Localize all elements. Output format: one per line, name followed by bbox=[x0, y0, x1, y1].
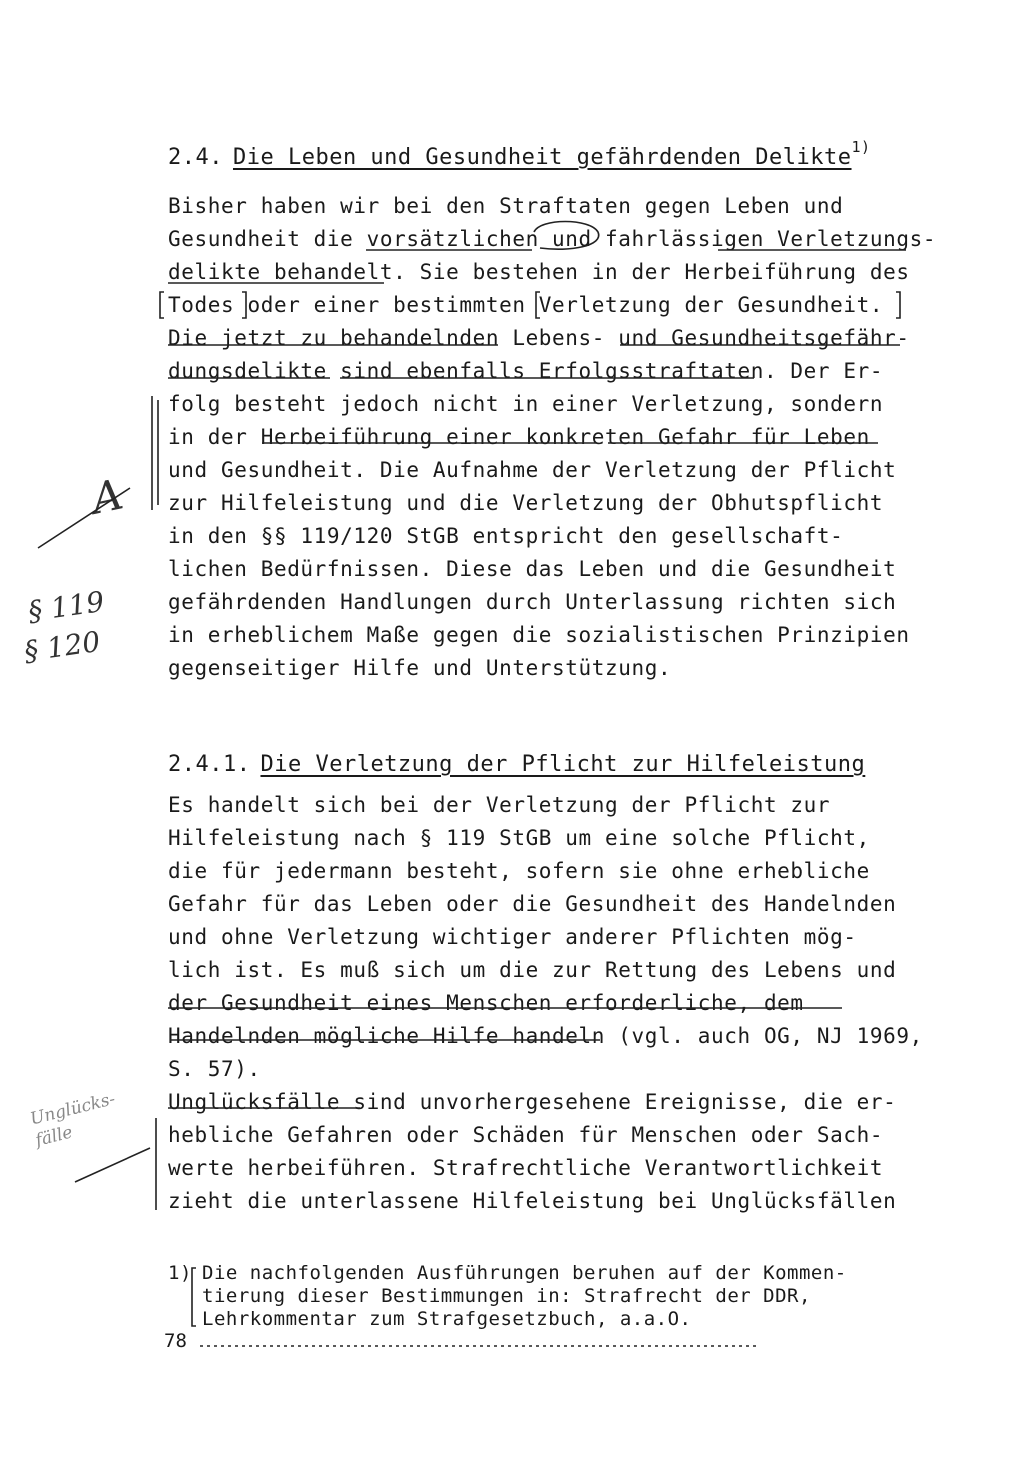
text-line: lich ist. Es muß sich um die zur Rettung des Lebens und bbox=[168, 958, 897, 982]
bracket-mark bbox=[242, 292, 246, 318]
text-line: die für jedermann besteht, sofern sie ohne erhebliche bbox=[168, 859, 870, 883]
text-line: lichen Bedürfnissen. Diese das Leben und die Gesundheit bbox=[168, 557, 897, 581]
text-line: in den §§ 119/120 StGB entspricht den gesellschaft- bbox=[168, 524, 844, 548]
section-title: Die Leben und Gesundheit gefährdenden Delikte bbox=[232, 145, 852, 170]
bracket-mark bbox=[160, 292, 164, 318]
margin-note-119: § 119 bbox=[26, 584, 107, 629]
text-line: gefährdenden Handlungen durch Unterlassung richten sich bbox=[168, 590, 897, 614]
section-title: Die Verletzung der Pflicht zur Hilfeleistung bbox=[260, 752, 866, 777]
text-line: S. 57). bbox=[168, 1057, 261, 1081]
text-line: und Gesundheit. Die Aufnahme der Verletzung der Pflicht bbox=[168, 458, 897, 482]
arrow-mark bbox=[75, 1148, 150, 1182]
margin-note-a: A bbox=[87, 469, 128, 524]
text-line: Gefahr für das Leben oder die Gesundheit des Handelnden bbox=[168, 892, 897, 916]
footnote-mark: 1) bbox=[168, 1262, 192, 1284]
text-line: Unglücksfälle sind unvorhergesehene Ereignisse, die er- bbox=[168, 1090, 897, 1114]
text-line: delikte behandelt. Sie bestehen in der Herbeiführung des bbox=[168, 260, 910, 284]
text-line: zur Hilfeleistung und die Verletzung der Obhutspflicht bbox=[168, 491, 884, 515]
bracket-mark bbox=[896, 292, 900, 318]
footnote-line: Die nachfolgenden Ausführungen beruhen auf der Kommen- bbox=[202, 1262, 847, 1284]
margin-note-120: § 120 bbox=[22, 624, 103, 669]
footnote-line: Lehrkommentar zum Strafgesetzbuch, a.a.O. bbox=[202, 1308, 692, 1330]
text-line: in erheblichem Maße gegen die sozialistischen Prinzipien bbox=[168, 623, 910, 647]
text-line: gegenseitiger Hilfe und Unterstützung. bbox=[168, 656, 672, 680]
text-line: und ohne Verletzung wichtiger anderer Pflichten mög- bbox=[168, 925, 857, 949]
margin-note-unglueck: Unglücks- fälle bbox=[28, 1089, 118, 1151]
text-line: folg besteht jedoch nicht in einer Verletzung, sondern bbox=[168, 392, 884, 416]
bracket-mark bbox=[536, 292, 540, 318]
text-line: Hilfeleistung nach § 119 StGB um eine solche Pflicht, bbox=[168, 826, 870, 850]
footnote-ref: 1) bbox=[851, 138, 871, 156]
section-number: 2.4.1. bbox=[168, 752, 251, 777]
text-line: zieht die unterlassene Hilfeleistung bei Unglücksfällen bbox=[168, 1189, 897, 1213]
page-number: 78 bbox=[164, 1330, 187, 1352]
circle-mark bbox=[534, 222, 599, 250]
text-line: Todes oder einer bestimmten Verletzung der Gesundheit. bbox=[168, 293, 884, 317]
footnote-bracket bbox=[192, 1268, 196, 1326]
text-line: werte herbeiführen. Strafrechtliche Verantwortlichkeit bbox=[168, 1156, 884, 1180]
text-line: Handelnden mögliche Hilfe handeln (vgl. auch OG, NJ 1969, bbox=[168, 1024, 923, 1048]
text-line: dungsdelikte sind ebenfalls Erfolgsstraftaten. Der Er- bbox=[168, 359, 884, 383]
text-line: hebliche Gefahren oder Schäden für Menschen oder Sach- bbox=[168, 1123, 884, 1147]
text-line: Gesundheit die vorsätzlichen und fahrlässigen Verletzungs- bbox=[168, 227, 937, 251]
text-line: Es handelt sich bei der Verletzung der Pflicht zur bbox=[168, 793, 831, 817]
text-line: der Gesundheit eines Menschen erforderliche, dem bbox=[168, 991, 804, 1015]
text-line: Die jetzt zu behandelnden Lebens- und Gesundheitsgefähr- bbox=[168, 326, 910, 350]
arrow-mark bbox=[38, 488, 130, 548]
text-line: in der Herbeiführung einer konkreten Gefahr für Leben bbox=[168, 425, 870, 449]
section-number: 2.4. bbox=[168, 145, 223, 170]
footnote-line: tierung dieser Bestimmungen in: Strafrecht der DDR, bbox=[202, 1285, 811, 1307]
text-line: Bisher haben wir bei den Straftaten gegen Leben und bbox=[168, 194, 844, 218]
